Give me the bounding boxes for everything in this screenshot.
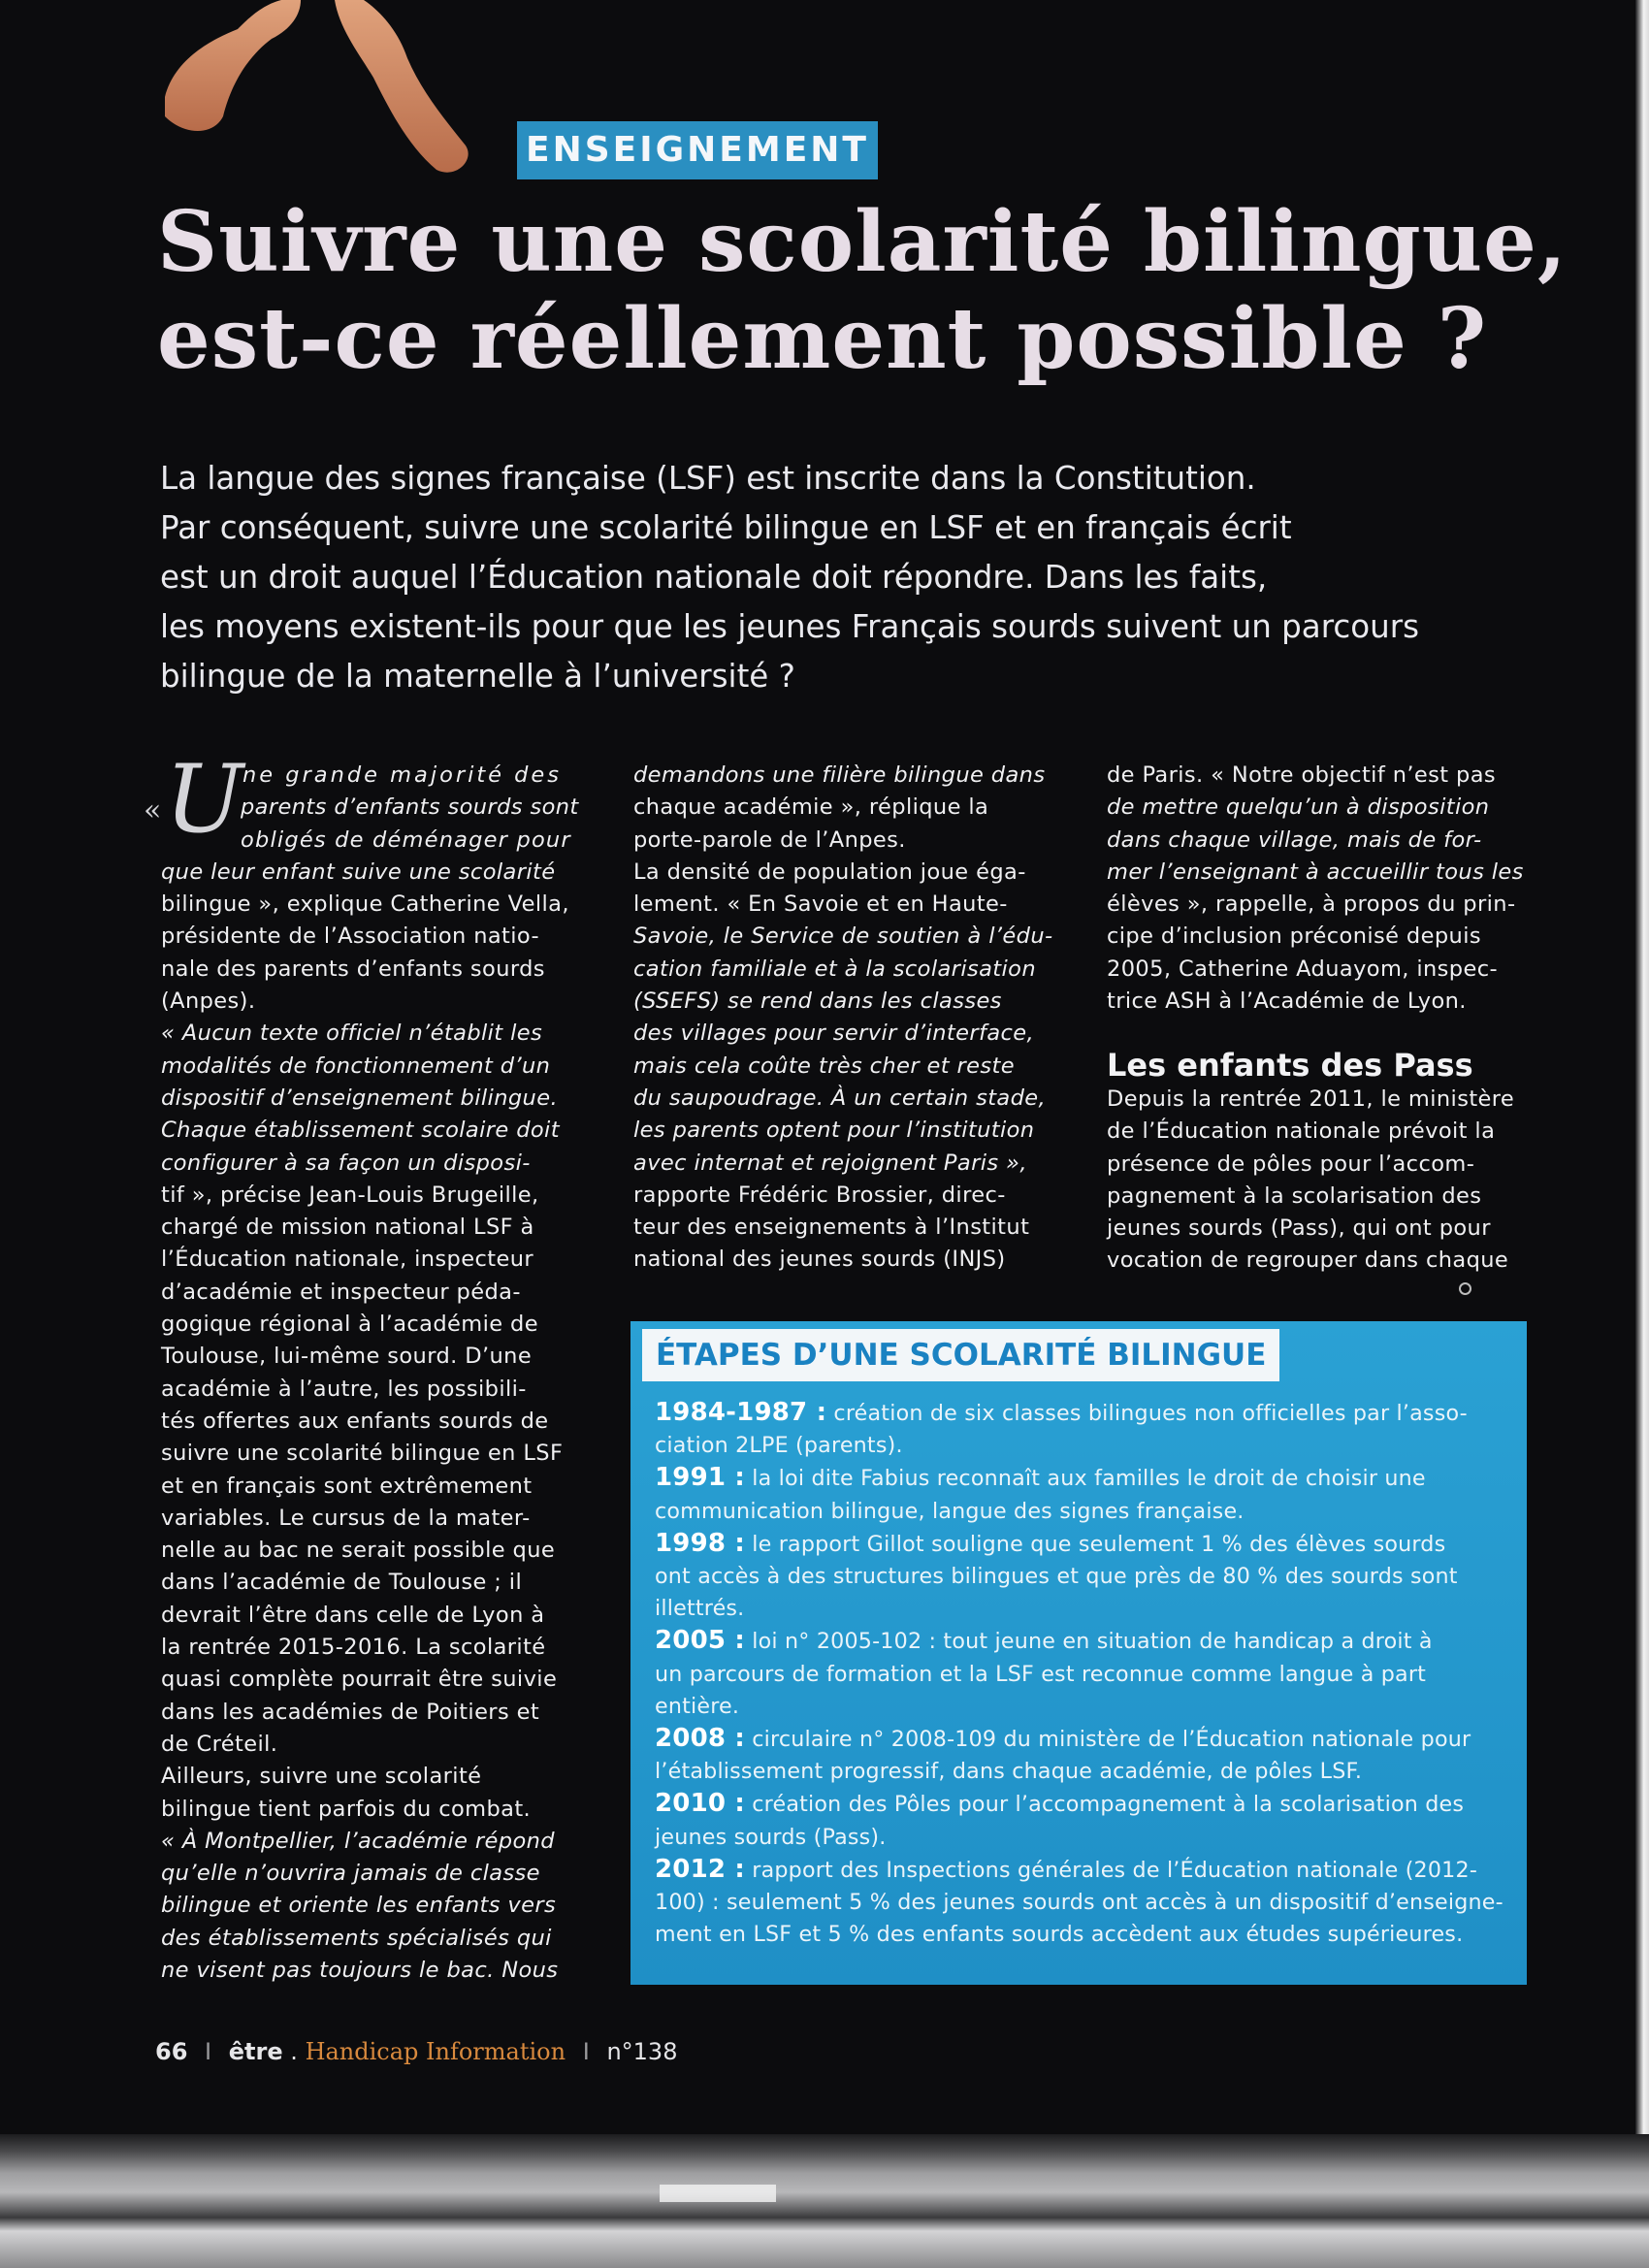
text-line: bilingue », explique Catherine Vella, — [161, 891, 569, 918]
article-column-3 — [1107, 760, 1534, 1018]
article-column-1 — [144, 760, 590, 1987]
text-line: (Anpes). — [161, 988, 256, 1015]
text-line: suivre une scolarité bilingue en LSF — [161, 1441, 564, 1467]
section-tag: ENSEIGNEMENT — [517, 121, 878, 179]
text-line: gogique régional à l’académie de — [161, 1312, 538, 1338]
text-line: nelle au bac ne serait possible que — [161, 1538, 556, 1564]
timeline-entry — [655, 1625, 1518, 1658]
text-line: dans chaque village, mais de for- — [1107, 826, 1482, 853]
text-line: pagnement à la scolarisation des — [1107, 1183, 1482, 1209]
headline-line: est-ce réellement possible ? — [157, 290, 1488, 388]
timeline-entry — [655, 1462, 1518, 1495]
text-line: présence de pôles pour l’accom- — [1107, 1150, 1475, 1177]
text-line: Chaque établissement scolaire doit — [161, 1118, 560, 1144]
timeline-entry — [655, 1788, 1518, 1821]
drop-cap-letter: U — [165, 745, 243, 854]
text-line: rapporte Frédéric Brossier, direc- — [633, 1182, 1006, 1208]
text-line: configurer à sa façon un disposi- — [161, 1150, 531, 1176]
text-line: dans l’académie de Toulouse ; il — [161, 1570, 523, 1596]
text-line: « À Montpellier, l’académie répond — [161, 1828, 555, 1854]
text-line: parents d’enfants sourds sont — [241, 794, 579, 821]
timeline-text: communication bilingue, langue des signes française. — [655, 1498, 1245, 1524]
text-line: porte-parole de l’Anpes. — [633, 826, 906, 853]
text-line: tés offertes aux enfants sourds de — [161, 1408, 549, 1434]
timeline-entry — [655, 1723, 1518, 1756]
text-line: bilingue tient parfois du combat. — [161, 1796, 532, 1822]
text-line: jeunes sourds (Pass), qui ont pour — [1107, 1215, 1491, 1242]
timeline-text: circulaire n° 2008-109 du ministère de l’Éducation nationale pour — [745, 1727, 1471, 1753]
text-line: ne grande majorité des — [242, 762, 563, 788]
lede-line: les moyens existent-ils pour que les jeunes Français sourds suivent un parcours — [160, 608, 1420, 645]
text-line: national des jeunes sourds (INJS) — [633, 1247, 1006, 1273]
text-line: les parents optent pour l’institution — [633, 1118, 1035, 1144]
text-line: que leur enfant suive une scolarité — [161, 859, 556, 885]
timeline-year: 1984-1987 : — [655, 1398, 827, 1427]
timeline-entry — [655, 1397, 1518, 1430]
page-number: 66 — [155, 2038, 188, 2065]
page-footer — [155, 2037, 677, 2066]
article-column-2 — [633, 760, 1060, 1277]
magazine-brand: être — [228, 2038, 283, 2065]
text-line: élèves », rappelle, à propos du prin- — [1107, 891, 1516, 918]
text-line: de l’Éducation nationale prévoit la — [1107, 1118, 1496, 1145]
text-line: du saupoudrage. À un certain stade, — [633, 1085, 1047, 1111]
text-line: mais cela coûte très cher et reste — [633, 1053, 1016, 1079]
text-line: chaque académie », réplique la — [633, 794, 989, 821]
text-line: cation familiale et à la scolarisation — [633, 956, 1036, 982]
text-line: tif », précise Jean-Louis Brugeille, — [161, 1182, 539, 1208]
text-line: quasi complète pourrait être suivie — [161, 1667, 558, 1693]
page-edge — [1635, 0, 1649, 2134]
text-line: ne visent pas toujours le bac. Nous — [161, 1957, 559, 1983]
timeline-text: 100) : seulement 5 % des jeunes sourds ont accès à un dispositif d’enseigne- — [655, 1890, 1504, 1916]
drop-cap-quote: « — [144, 794, 162, 827]
text-line: qu’elle n’ouvrira jamais de classe — [161, 1861, 540, 1887]
text-line: dispositif d’enseignement bilingue. — [161, 1085, 558, 1111]
text-line: teur des enseignements à l’Institut — [633, 1215, 1030, 1241]
timeline-text: le rapport Gillot souligne que seulement 1 % des élèves sourds — [745, 1531, 1446, 1557]
timeline-entry — [655, 1854, 1518, 1887]
text-line: trice ASH à l’Académie de Lyon. — [1107, 988, 1467, 1015]
issue-number: n°138 — [606, 2038, 678, 2065]
text-line: lement. « En Savoie et en Haute- — [633, 891, 1008, 918]
text-line: de Paris. « Notre objectif n’est pas — [1107, 762, 1497, 788]
text-line: Savoie, le Service de soutien à l’édu- — [633, 923, 1053, 950]
timeline-year: 2005 : — [655, 1626, 746, 1656]
timeline-year: 1991 : — [655, 1463, 746, 1493]
timeline-text: entière. — [655, 1693, 740, 1719]
text-line: demandons une filière bilingue dans — [633, 762, 1046, 788]
timeline-entry — [655, 1528, 1518, 1561]
brand-dot: . — [290, 2038, 298, 2065]
scanner-bottom-edge — [0, 2134, 1649, 2268]
text-line: dans les académies de Poitiers et — [161, 1699, 540, 1725]
timeline-year: 2012 : — [655, 1854, 746, 1884]
timeline-box-title: ÉTAPES D’UNE SCOLARITÉ BILINGUE — [642, 1329, 1279, 1381]
lede-line: bilingue de la maternelle à l’université ? — [160, 658, 795, 695]
footer-separator: I — [582, 2038, 590, 2065]
timeline-text: illettrés. — [655, 1596, 745, 1622]
timeline-text: l’établissement progressif, dans chaque académie, de pôles LSF. — [655, 1759, 1363, 1785]
text-line: cipe d’inclusion préconisé depuis — [1107, 923, 1481, 950]
text-line: « Aucun texte officiel n’établit les — [161, 1021, 543, 1047]
headline-line: Suivre une scolarité bilingue, — [157, 193, 1568, 291]
timeline-text: un parcours de formation et la LSF est reconnue comme langue à part — [655, 1661, 1427, 1687]
timeline-year: 1998 : — [655, 1528, 746, 1558]
article-column-3-continued — [1107, 1084, 1534, 1278]
headline — [157, 193, 1568, 388]
text-line: (SSEFS) se rend dans les classes — [633, 988, 1002, 1015]
text-line: vocation de regrouper dans chaque — [1107, 1247, 1509, 1274]
timeline-text: jeunes sourds (Pass). — [655, 1824, 887, 1850]
publication-name: Handicap Information — [305, 2038, 566, 2065]
timeline-list — [655, 1397, 1518, 1951]
text-line: devrait l’être dans celle de Lyon à — [161, 1602, 545, 1628]
text-line: obligés de déménager pour — [241, 826, 571, 853]
timeline-text: rapport des Inspections générales de l’Éducation nationale (2012- — [745, 1857, 1478, 1883]
text-line: nale des parents d’enfants sourds — [161, 956, 545, 982]
text-line: académie à l’autre, les possibili- — [161, 1376, 527, 1402]
text-line: chargé de mission national LSF à — [161, 1215, 534, 1241]
text-line: la rentrée 2015-2016. La scolarité — [161, 1635, 546, 1661]
footer-separator: I — [205, 2038, 212, 2065]
text-line: des villages pour servir d’interface, — [633, 1021, 1035, 1047]
timeline-year: 2010 : — [655, 1789, 746, 1819]
scan-highlight — [660, 2185, 776, 2202]
text-line: des établissements spécialisés qui — [161, 1925, 552, 1951]
timeline-text: la loi dite Fabius reconnaît aux familles le droit de choisir une — [745, 1466, 1426, 1492]
timeline-text: création de six classes bilingues non officielles par l’asso- — [826, 1401, 1468, 1426]
text-line: de Créteil. — [161, 1731, 278, 1757]
text-line: avec internat et rejoignent Paris », — [633, 1150, 1027, 1176]
continuation-dot — [1459, 1282, 1471, 1295]
lede-line: est un droit auquel l’Éducation nationale doit répondre. Dans les faits, — [160, 559, 1268, 596]
lede-line: Par conséquent, suivre une scolarité bilingue en LSF et en français écrit — [160, 509, 1292, 546]
text-line: mer l’enseignant à accueillir tous les — [1107, 859, 1524, 885]
timeline-text: ciation 2LPE (parents). — [655, 1433, 903, 1459]
text-line: de mettre quelqu’un à disposition — [1107, 794, 1490, 821]
text-line: Ailleurs, suivre une scolarité — [161, 1764, 482, 1790]
text-line: l’Éducation nationale, inspecteur — [161, 1247, 534, 1273]
text-line: La densité de population joue éga- — [633, 859, 1026, 885]
text-line: bilingue et oriente les enfants vers — [161, 1893, 557, 1919]
timeline-text: ment en LSF et 5 % des enfants sourds accèdent aux études supérieures. — [655, 1922, 1464, 1948]
lede-line: La langue des signes française (LSF) est inscrite dans la Constitution. — [160, 460, 1256, 497]
text-line: Depuis la rentrée 2011, le ministère — [1107, 1086, 1515, 1112]
text-line: modalités de fonctionnement d’un — [161, 1053, 551, 1079]
section-subhead: Les enfants des Pass — [1107, 1047, 1473, 1084]
timeline-year: 2008 : — [655, 1724, 746, 1754]
sign-language-hands-photo — [155, 0, 485, 184]
timeline-box — [630, 1321, 1527, 1985]
text-line: Toulouse, lui-même sourd. D’une — [161, 1344, 533, 1370]
text-line: et en français sont extrêmement — [161, 1473, 533, 1499]
timeline-text: loi n° 2005-102 : tout jeune en situation de handicap a droit à — [745, 1629, 1433, 1655]
lede — [160, 454, 1537, 701]
text-line: présidente de l’Association natio- — [161, 923, 540, 950]
timeline-text: création des Pôles pour l’accompagnement à la scolarisation des — [745, 1792, 1465, 1818]
text-line: d’académie et inspecteur péda- — [161, 1279, 521, 1305]
text-line: 2005, Catherine Aduayom, inspec- — [1107, 956, 1499, 982]
timeline-text: ont accès à des structures bilingues et que près de 80 % des sourds sont — [655, 1564, 1458, 1590]
text-line: variables. Le cursus de la mater- — [161, 1505, 531, 1531]
